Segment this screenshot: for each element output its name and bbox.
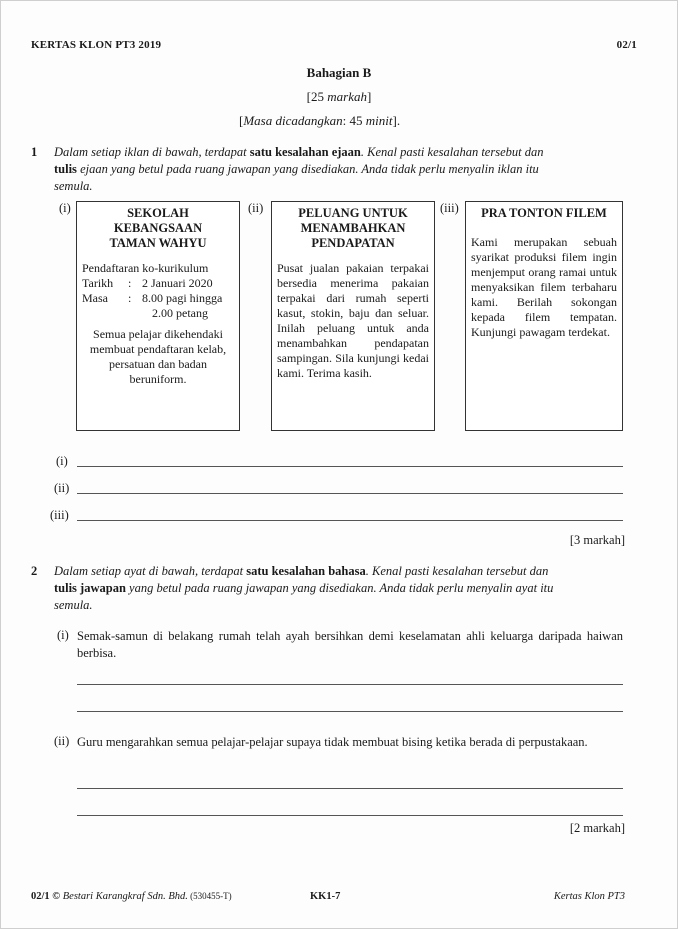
q2-answer-line-i-2[interactable] [77, 711, 623, 712]
answer-label-iii: (iii) [50, 508, 69, 522]
ad-label-ii: (ii) [248, 201, 264, 215]
answer-line-i[interactable] [77, 466, 623, 467]
q2-instruction: Dalam setiap ayat di bawah, terdapat satu kesalahan bahasa. Kenal pasti kesalahan tersebut dan tulis jawapan yang betul pada ruang jawapan yang disediakan. Anda tidak perlu menyalin ayat itu semula. [54, 564, 554, 612]
section-marks: [25 markah] [306, 89, 372, 104]
header-left: KERTAS KLON PT3 2019 [31, 39, 162, 51]
q2-answer-line-i-1[interactable] [77, 684, 623, 685]
ad-3-title: PRA TONTON FILEM [481, 206, 607, 220]
footer-right: Kertas Klon PT3 [553, 891, 625, 902]
q2-item-label-i: (i) [57, 628, 69, 642]
q2-marks: [2 markah] [569, 821, 625, 835]
ad-box-2 [271, 201, 435, 431]
ad-box-1 [76, 201, 240, 431]
answer-line-iii[interactable] [77, 520, 623, 521]
q2-answer-line-ii-1[interactable] [77, 788, 623, 789]
q2-item-text-ii: Guru mengarahkan semua pelajar-pelajar supaya tidak membuat bising ketika berada di perpustakaan. [77, 735, 588, 749]
ad-1-date-row: Tarikh : 2 Januari 2020 [82, 276, 213, 290]
q1-instruction: Dalam setiap iklan di bawah, terdapat satu kesalahan ejaan. Kenal pasti kesalahan tersebut dan tulis ejaan yang betul pada ruang jawapan yang disediakan. Anda tidak perlu menyalin iklan itu semula. [54, 145, 544, 193]
section-title: Bahagian B [306, 65, 372, 80]
footer-left: 02/1 © Bestari Karangkraf Sdn. Bhd. (530455-T) [31, 891, 232, 902]
ad-1-time-row: Masa : 8.00 pagi hingga [82, 291, 223, 305]
q2-answer-line-ii-2[interactable] [77, 815, 623, 816]
ad-1-time-end: 2.00 petang [152, 306, 208, 320]
ad-box-3 [465, 201, 623, 431]
ad-label-iii: (iii) [440, 201, 459, 215]
ad-1-body: Semua pelajar dikehendaki membuat pendaftaran kelab, persatuan dan badan beruniform. [89, 327, 227, 386]
answer-label-ii: (ii) [54, 481, 70, 495]
answer-label-i: (i) [56, 454, 68, 468]
footer-center: KK1-7 [310, 891, 341, 902]
q1-marks: [3 markah] [569, 533, 625, 547]
ad-3-body: Kami merupakan sebuah syarikat produksi filem ingin menjemput orang ramai untuk menyaksikan filem terbaharu kami. Berilah sokongan kepada filem tempatan. Kunjungi pawagam terdekat. [471, 235, 617, 339]
ad-label-i: (i) [59, 201, 71, 215]
q2-number: 2 [31, 564, 38, 578]
q2-item-label-ii: (ii) [54, 734, 70, 748]
ad-1-line1: Pendaftaran ko-kurikulum [82, 261, 209, 275]
ad-2-body: Pusat jualan pakaian terpakai bersedia menerima pakaian terpakai dari rumah seperti kasut, stokin, baju dan seluar. Inilah peluang untuk anda menambahkan pendapatan sampingan. Sila kunjungi kedai kami. Terima kasih. [277, 261, 429, 380]
ad-2-title: PELUANG UNTUK MENAMBAHKAN PENDAPATAN [298, 206, 408, 250]
ad-1-title: SEKOLAH KEBANGSAAN TAMAN WAHYU [109, 206, 207, 250]
answer-line-ii[interactable] [77, 493, 623, 494]
q1-number: 1 [31, 145, 38, 159]
header-right: 02/1 [616, 39, 637, 51]
q2-item-text-i: Semak-samun di belakang rumah telah ayah bersihkan demi keselamatan ahli keluarga daripada haiwan berbisa. [77, 629, 623, 660]
section-time: [Masa dicadangkan: 45 minit]. [239, 113, 401, 128]
